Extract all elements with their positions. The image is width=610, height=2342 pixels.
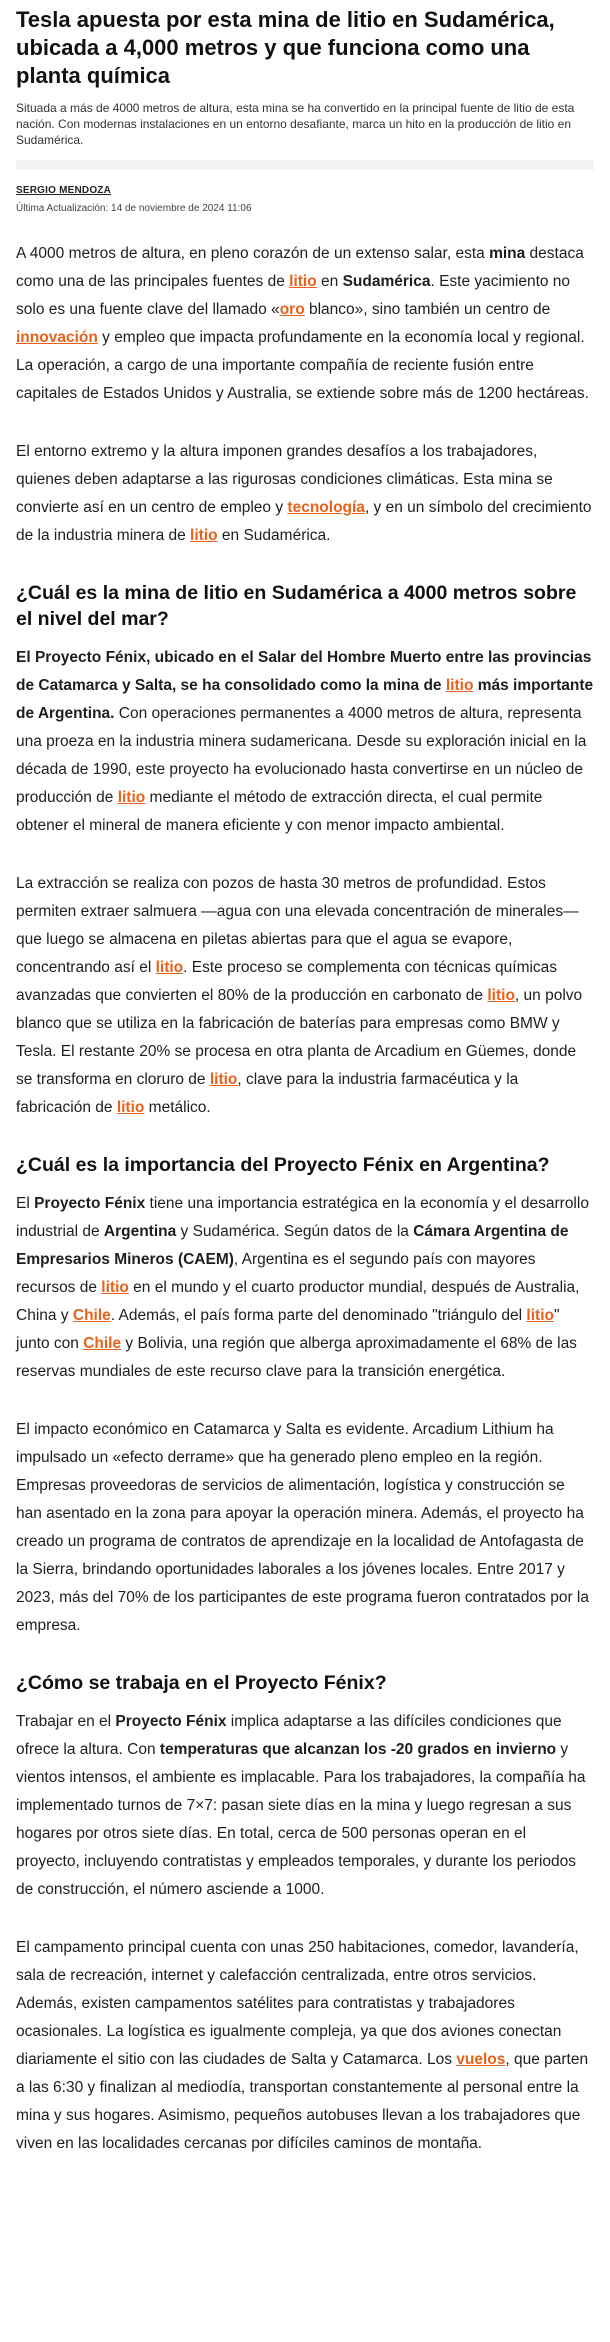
paragraph: El campamento principal cuenta con unas 250 habitaciones, comedor, lavandería, sala de recreación, internet y calefacción centralizada, entre otros servicios. Además, existen campamentos satélites para contratistas y trabajadores ocasionales. La logística es igualmente compleja, ya que dos aviones conectan diariamente el sitio con las ciudades de Salta y Catamarca. Los vuelos, que parten a las 6:30 y finalizan al mediodía, transportan constantemente al personal entre la mina y sus hogares. Asimismo, pequeños autobuses llevan a los trabajadores que viven en las localidades cercanas por difíciles caminos de montaña. xyxy=(16,1939,589,2152)
divider-band xyxy=(16,160,594,170)
last-updated: Última Actualización: 14 de noviembre de 2024 11:06 xyxy=(16,203,252,214)
keyword-link[interactable]: litio xyxy=(487,987,515,1004)
paragraph: El impacto económico en Catamarca y Salta es evidente. Arcadium Lithium ha impulsado un «efecto derrame» que ha generado pleno empleo en la región. Empresas proveedoras de servicios de alimentación, logística y construcción se han asentado en la zona para apoyar la operación minera. Además, el proyecto ha creado un programa de contratos de aprendizaje en la localidad de Antofagasta de la Sierra, brindando oportunidades laborales a los jóvenes locales. Entre 2017 y 2023, más del 70% de los participantes de este programa fueron contratados por la empresa. xyxy=(16,1421,589,1634)
paragraph: El Proyecto Fénix, ubicado en el Salar del Hombre Muerto entre las provincias de Catamarca y Salta, se ha consolidado como la mina de litio más importante de Argentina. Con operaciones permanentes a 4000 metros de altura, representa una proeza en la industria minera sudamericana. Desde su exploración inicial en la década de 1990, este proyecto ha evolucionado hasta convertirse en un núcleo de producción de litio mediante el método de extracción directa, el cual permite obtener el mineral de manera eficiente y con menor impacto ambiental. xyxy=(16,649,594,834)
keyword-link[interactable]: litio xyxy=(289,273,317,290)
keyword-link[interactable]: vuelos xyxy=(456,2051,506,2068)
keyword-link[interactable]: litio xyxy=(445,677,474,694)
paragraph: A 4000 metros de altura, en pleno corazón de un extenso salar, esta mina destaca como una de las principales fuentes de litio en Sudamérica. Este yacimiento no solo es una fuente clave del llamado «oro blanco», sino también un centro de innovación y empleo que impacta profundamente en la economía local y regional. La operación, a cargo de una importante compañía de reciente fusión entre capitales de Estados Unidos y Australia, se extiende sobre más de 1200 hectáreas. xyxy=(16,245,589,402)
keyword-link[interactable]: litio xyxy=(190,527,218,544)
keyword-link[interactable]: litio xyxy=(526,1307,554,1324)
keyword-link[interactable]: litio xyxy=(116,1099,145,1116)
keyword-link[interactable]: litio xyxy=(101,1279,129,1296)
keyword-link[interactable]: litio xyxy=(117,789,146,806)
keyword-link[interactable]: tecnología xyxy=(287,499,365,516)
article-subtitle: Situada a más de 4000 metros de altura, esta mina se ha convertido en la principal fuente de litio de esta nación. Con modernas instalaciones en un entorno desafiante, marca un hito en la producción de litio en Sudamérica. xyxy=(16,101,575,147)
keyword-link[interactable]: litio xyxy=(155,959,184,976)
byline xyxy=(16,184,594,198)
paragraph: La extracción se realiza con pozos de hasta 30 metros de profundidad. Estos permiten extraer salmuera —agua con una elevada concentración de minerales— que luego se almacena en piletas abiertas para que el agua se evapore, concentrando así el litio. Este proceso se complementa con técnicas químicas avanzadas que convierten el 80% de la producción en carbonato de litio, un polvo blanco que se utiliza en la fabricación de baterías para empresas como BMW y Tesla. El restante 20% se procesa en otra planta de Arcadium en Güemes, donde se transforma en cloruro de litio, clave para la industria farmacéutica y la fabricación de litio metálico. xyxy=(16,875,583,1116)
paragraph: Trabajar en el Proyecto Fénix implica adaptarse a las difíciles condiciones que ofrece la altura. Con temperaturas que alcanzan los -20 grados en invierno y vientos intensos, el ambiente es implacable. Para los trabajadores, la compañía ha implementado turnos de 7×7: pasan siete días en la mina y luego regresan a sus hogares por otros siete días. En total, cerca de 500 personas operan en el proyecto, incluyendo contratistas y empleados temporales, y durante los periodos de construcción, el número asciende a 1000. xyxy=(16,1713,586,1898)
keyword-link[interactable]: Chile xyxy=(72,1307,111,1324)
author-link[interactable]: SERGIO MENDOZA xyxy=(16,185,112,196)
section-heading: ¿Cuál es la importancia del Proyecto Fénix en Argentina? xyxy=(16,1154,550,1176)
article-body xyxy=(16,240,594,2158)
section-heading: ¿Cómo se trabaja en el Proyecto Fénix? xyxy=(16,1672,387,1694)
keyword-link[interactable]: Chile xyxy=(83,1335,122,1352)
keyword-link[interactable]: innovación xyxy=(16,329,98,346)
keyword-link[interactable]: litio xyxy=(209,1071,238,1088)
keyword-link[interactable]: oro xyxy=(279,301,305,318)
paragraph: El entorno extremo y la altura imponen grandes desafíos a los trabajadores, quienes deben adaptarse a las rigurosas condiciones climáticas. Esta mina se convierte así en un centro de empleo y tecnología, y en un símbolo del crecimiento de la industria minera de litio en Sudamérica. xyxy=(16,443,592,544)
article-page xyxy=(0,6,610,2158)
paragraph: El Proyecto Fénix tiene una importancia estratégica en la economía y el desarrollo industrial de Argentina y Sudamérica. Según datos de la Cámara Argentina de Empresarios Mineros (CAEM), Argentina es el segundo país con mayores recursos de litio en el mundo y el cuarto productor mundial, después de Australia, China y Chile. Además, el país forma parte del denominado "triángulo del litio" junto con Chile y Bolivia, una región que alberga aproximadamente el 68% de las reservas mundiales de este recurso clave para la transición energética. xyxy=(16,1195,589,1380)
section-heading: ¿Cuál es la mina de litio en Sudamérica a 4000 metros sobre el nivel del mar? xyxy=(16,582,577,630)
article-title: Tesla apuesta por esta mina de litio en Sudamérica, ubicada a 4,000 metros y que funciona como una planta química xyxy=(16,7,555,88)
